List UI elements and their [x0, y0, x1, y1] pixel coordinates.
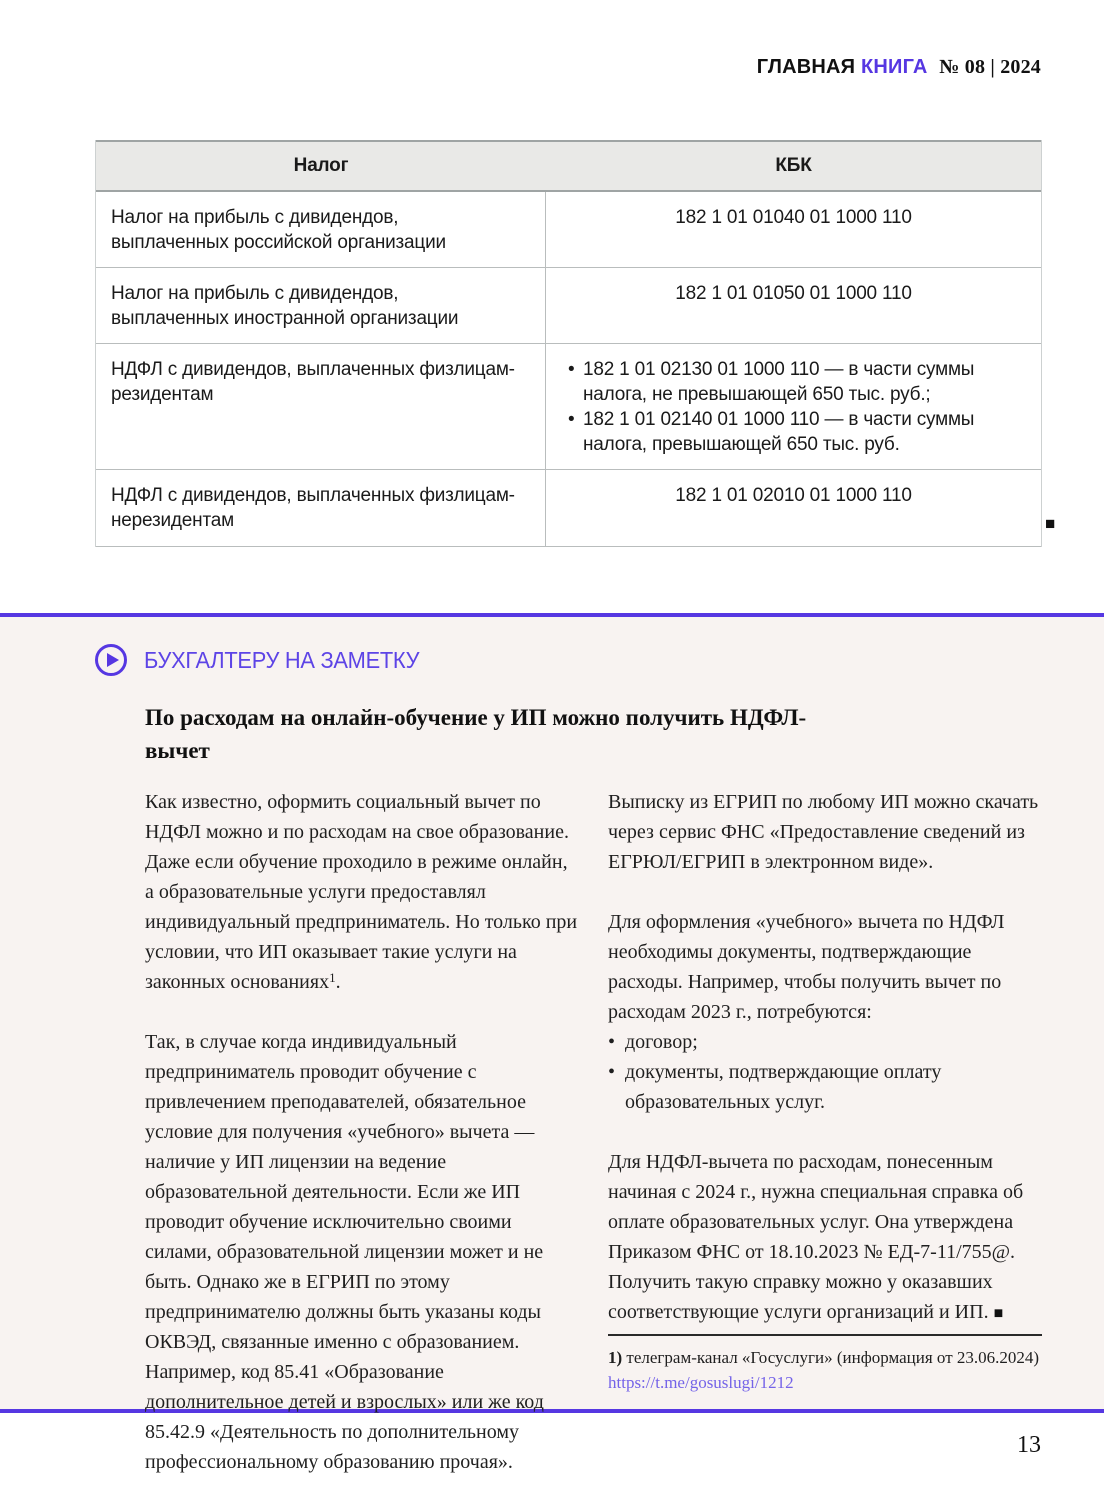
tax-cell: НДФЛ с дивидендов, выплаченных физлицам-резидентам — [96, 344, 546, 469]
footnote-text: телеграм-канал «Госуслуги» (информация от 23.06.2024) — [626, 1348, 1040, 1367]
tax-cell: Налог на прибыль с дивидендов, выплаченных российской организации — [96, 192, 546, 267]
kbk-cell: 182 1 01 01040 01 1000 110 — [675, 207, 912, 228]
masthead-brand-black: ГЛАВНАЯ — [756, 56, 856, 78]
paragraph-text: Как известно, оформить социальный вычет по НДФЛ можно и по расходам на свое образование. Даже если обучение проходило в режиме онлайн, а образовательные услуги предоставлял индивидуальный предприниматель. Но только при условии, что ИП оказывает такие услуги на законных основаниях — [145, 791, 578, 993]
kbk-list-item: • 182 1 01 02140 01 1000 110 — в части суммы налога, превышающей 650 тыс. руб. — [566, 407, 1025, 457]
kbk-table-header-row — [96, 140, 1041, 192]
tax-cell: НДФЛ с дивидендов, выплаченных физлицам-нерезидентам — [96, 470, 546, 546]
kbk-cell: 182 1 01 01050 01 1000 110 — [675, 283, 912, 304]
footnote-reference: 1 — [329, 970, 336, 985]
footnote-number: 1) — [608, 1348, 623, 1367]
kbk-table — [95, 140, 1042, 547]
paragraph-text: . — [335, 971, 341, 993]
kbk-cell — [546, 344, 1041, 469]
paragraph: Так, в случае когда индивидуальный предприниматель проводит обучение с привлечением преподавателей, обязательное условие для получения «учебного» вычета — наличие у ИП лицензии на ведение образовательной деятельности. Если же ИП проводит обучение исключительно своими силами, образовательной лицензии может и не быть. Однако же в ЕГРИП по этому предпринимателю должны быть указаны коды ОКВЭД, связанные именно с образованием. Например, код 85.41 «Образование дополнительное детей и взрослых» или же код 85.42.9 «Деятельность по дополнительному профессиональному образованию прочая». — [145, 1031, 544, 1473]
masthead-brand-accent: КНИГА — [860, 56, 928, 78]
masthead-issue: № 08 | 2024 — [939, 56, 1041, 78]
article-column-left — [145, 787, 578, 1477]
masthead — [757, 56, 1041, 79]
kbk-list — [566, 357, 1025, 457]
list-item: • договор; — [608, 1027, 1041, 1057]
paragraph-text: Для НДФЛ-вычета по расходам, понесенным начиная с 2024 г., нужна специальная справка об оплате образовательных услуг. Она утверждена Приказом ФНС от 18.10.2023 № ЕД-7-11/755@. Получить такую справку можно у оказавших соответствующие услуги организаций и ИП. — [608, 1151, 1024, 1323]
kbk-list-item: • 182 1 01 02130 01 1000 110 — в части суммы налога, не превышающей 650 тыс. руб.; — [566, 357, 1025, 407]
paragraph — [145, 787, 578, 997]
paragraph: Для оформления «учебного» вычета по НДФЛ необходимы документы, подтверждающие расходы. Например, чтобы получить вычет по расходам 2023 г., потребуются: — [608, 911, 1005, 1023]
page-number: 13 — [1017, 1432, 1041, 1458]
play-icon — [95, 644, 127, 676]
article-end-square-icon: ■ — [993, 1305, 1004, 1322]
table-row — [96, 192, 1041, 268]
tax-cell: Налог на прибыль с дивидендов, выплаченных иностранной организации — [96, 268, 546, 343]
kbk-cell: 182 1 01 02010 01 1000 110 — [675, 485, 912, 506]
table-row — [96, 344, 1041, 470]
footnote-link[interactable]: https://t.me/gosuslugi/1212 — [608, 1373, 794, 1392]
article-title: По расходам на онлайн-обучение у ИП можно получить НДФЛ-вычет — [145, 705, 807, 763]
paragraph: Выписку из ЕГРИП по любому ИП можно скачать через сервис ФНС «Предоставление сведений из ЕГРЮЛ/ЕГРИП в электронном виде». — [608, 791, 1039, 873]
table-row — [96, 470, 1041, 547]
paragraph — [608, 1147, 1041, 1329]
document-list — [608, 1027, 1041, 1117]
rubric-label: БУХГАЛТЕРУ НА ЗАМЕТКУ — [144, 647, 420, 673]
table-row — [96, 268, 1041, 344]
list-item: • документы, подтверждающие оплату образовательных услуг. — [608, 1057, 1041, 1117]
footnote — [608, 1334, 1042, 1395]
column-header-kbk: КБК — [775, 155, 812, 176]
column-header-tax: Налог — [293, 155, 349, 176]
article-end-square-icon: ■ — [1045, 514, 1056, 533]
